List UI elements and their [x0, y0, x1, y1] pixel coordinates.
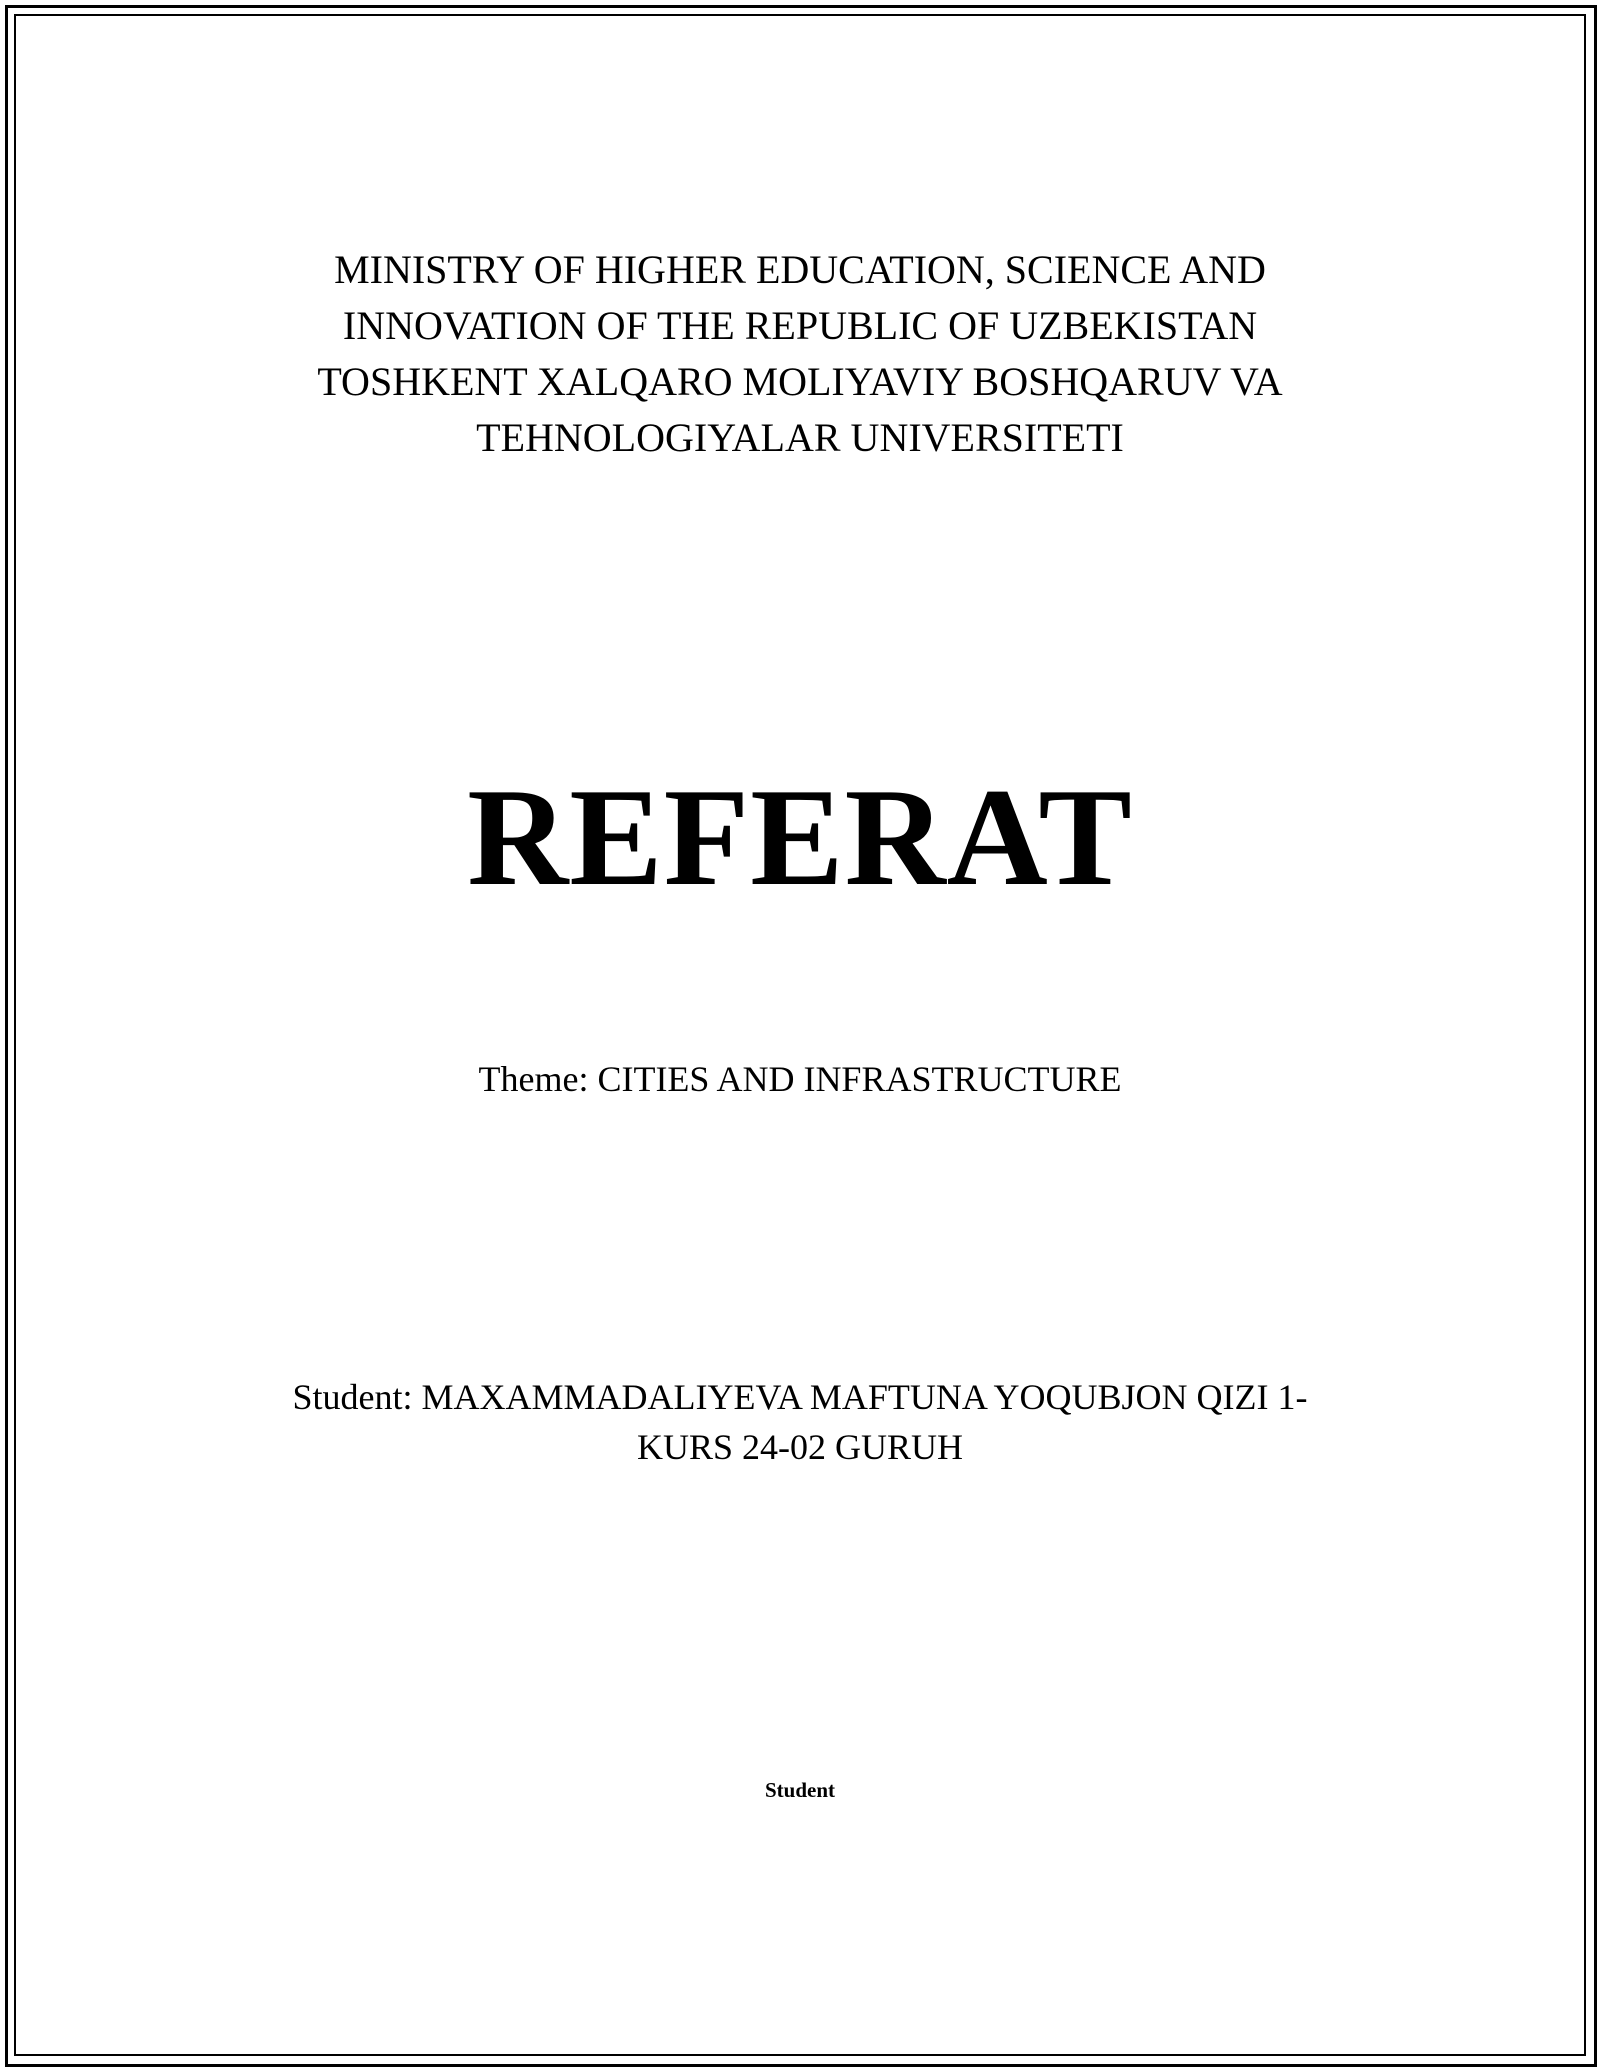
- student-info: [0, 1372, 1600, 1472]
- document-theme: Theme: CITIES AND INFRASTRUCTURE: [478, 1059, 1122, 1099]
- university-line-1: TOSHKENT XALQARO MOLIYAVIY BOSHQARUV VA: [317, 359, 1283, 404]
- ministry-line-1: MINISTRY OF HIGHER EDUCATION, SCIENCE AND: [334, 247, 1266, 292]
- document-title: REFERAT: [467, 760, 1133, 915]
- ministry-header: [0, 242, 1600, 466]
- ministry-line-2: INNOVATION OF THE REPUBLIC OF UZBEKISTAN: [342, 303, 1258, 348]
- student-info-line-2: KURS 24-02 GURUH: [636, 1427, 964, 1467]
- student-footer-label: Student: [764, 1778, 836, 1802]
- student-info-line-1: Student: MAXAMMADALIYEVA MAFTUNA YOQUBJON QIZI 1-: [292, 1377, 1308, 1417]
- university-line-2: TEHNOLOGIYALAR UNIVERSITETI: [476, 415, 1124, 460]
